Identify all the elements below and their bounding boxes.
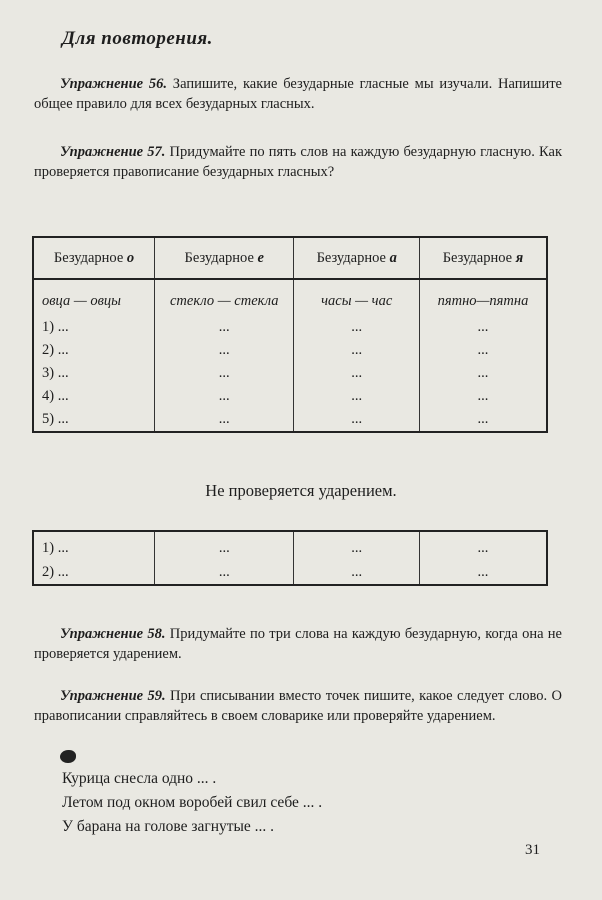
table-cell: ...	[477, 342, 489, 358]
table-cell: ...	[155, 560, 294, 585]
table-cell: ...	[155, 362, 294, 385]
table-row	[33, 339, 547, 362]
section-title: Для повторения.	[62, 28, 213, 49]
table-cell: ...	[294, 362, 420, 385]
table-cell: ...	[155, 316, 294, 339]
table-example-row	[33, 279, 547, 316]
exercise-56-label: Упражнение 56.	[60, 76, 168, 92]
table-cell: ...	[294, 408, 420, 432]
sentence-line: Летом под окном воробей свил себе ... .	[62, 794, 323, 811]
table-cell: 1) ...	[33, 531, 155, 560]
table-row	[33, 316, 547, 339]
table-cell: ...	[294, 385, 420, 408]
table-cell: ...	[477, 388, 489, 404]
table-row	[33, 531, 547, 560]
table-cell: 4) ...	[33, 385, 155, 408]
page-number: 31	[525, 842, 540, 858]
ink-blot	[60, 750, 76, 763]
header-e: Безударное е	[155, 237, 294, 279]
sentence-line: У барана на голове загнутые ... .	[62, 818, 275, 835]
sentence-line: Курица снесла одно ... .	[62, 770, 217, 787]
table-cell: ...	[294, 531, 420, 560]
table-row	[33, 362, 547, 385]
table-cell: ...	[477, 319, 489, 335]
table-cell: 2) ...	[33, 560, 155, 585]
exercise-56-text: Запишите, какие безударные гласные мы изучали. Напишите общее правило для всех безударных гласных.	[34, 76, 562, 112]
exercise-59-text: При списывании вместо точек пишите, какое следует слово. О правописании справляйтесь в своем словарике или проверяйте ударением.	[34, 688, 562, 724]
table-cell: ...	[477, 563, 489, 580]
exercise-57-label: Упражнение 57.	[60, 144, 166, 160]
header-a: Безударное а	[294, 237, 420, 279]
table-cell: ...	[294, 316, 420, 339]
exercise-58-label: Упражнение 58.	[60, 626, 166, 642]
exercise-57-text: Придумайте по пять слов на каждую безударную гласную. Как проверяется правописание безударных гласных?	[34, 144, 563, 180]
exercise-57	[34, 142, 562, 182]
table-header-row	[33, 237, 547, 279]
exercise-58	[34, 624, 562, 664]
table-cell: ...	[155, 385, 294, 408]
table-row	[33, 385, 547, 408]
exercise-56	[34, 74, 562, 114]
exercise-58-text: Придумайте по три слова на каждую безударную, когда она не проверяется ударением.	[34, 626, 562, 662]
table-cell: овца — овцы	[33, 279, 155, 316]
table-cell: ...	[155, 339, 294, 362]
table-cell: ...	[477, 411, 489, 427]
table-cell: ...	[155, 408, 294, 432]
table-cell: ...	[294, 339, 420, 362]
table-cell: 1) ...	[33, 316, 155, 339]
exercise-59	[34, 686, 562, 726]
table-row	[33, 560, 547, 585]
header-o: Безударное о	[33, 237, 155, 279]
vowels-table	[32, 236, 548, 433]
table-cell: 5) ...	[33, 408, 155, 432]
table-cell: стекло — стекла	[155, 279, 294, 316]
unchecked-vowels-table	[32, 530, 548, 586]
table-row	[33, 408, 547, 432]
table-cell: 2) ...	[33, 339, 155, 362]
table-cell: 3) ...	[33, 362, 155, 385]
table-cell: ...	[477, 539, 489, 556]
table-cell: пятно—пятна	[437, 292, 529, 309]
table-cell: ...	[477, 365, 489, 381]
table-cell: ...	[155, 531, 294, 560]
exercise-sentences	[62, 767, 322, 839]
table-cell: ...	[294, 560, 420, 585]
table-subtitle: Не проверяется ударением.	[205, 481, 397, 500]
table-cell: часы — час	[294, 279, 420, 316]
header-ya: Безударное я	[419, 237, 547, 279]
exercise-59-label: Упражнение 59.	[60, 688, 166, 704]
